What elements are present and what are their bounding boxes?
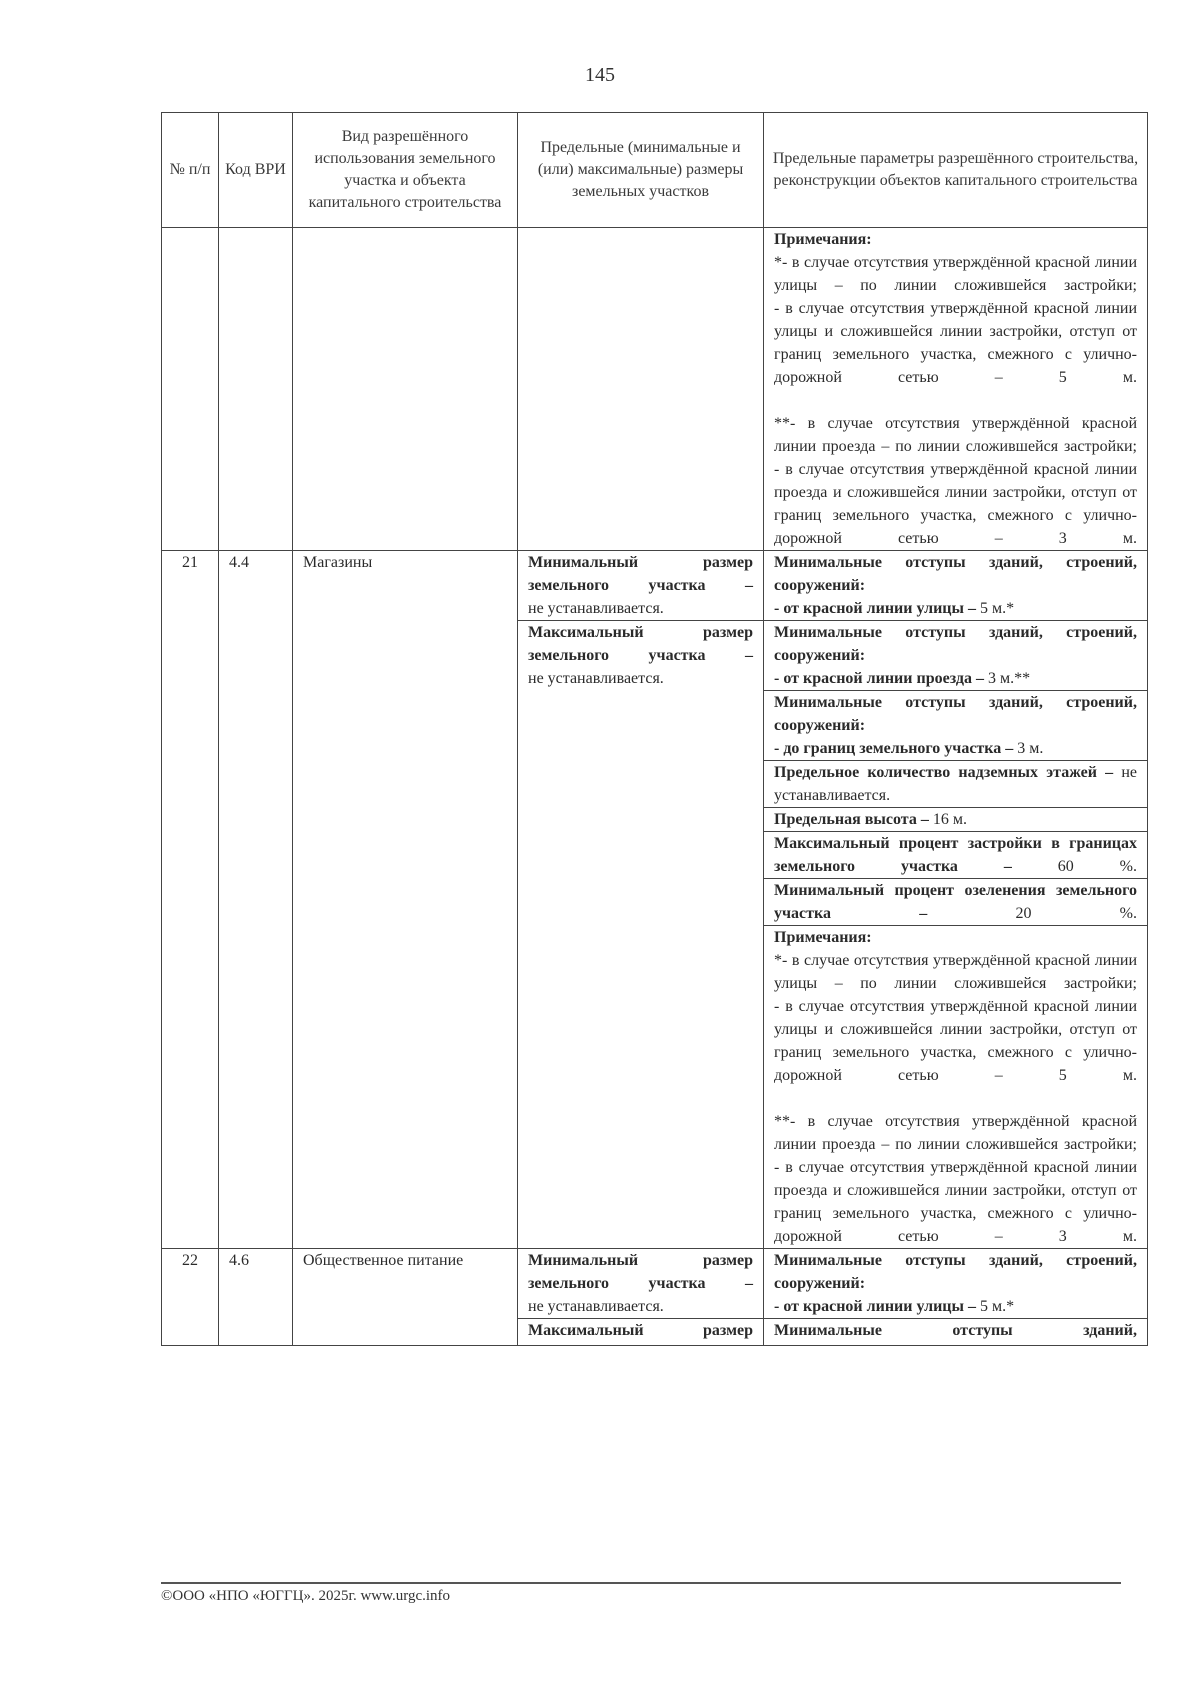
notes-cell [764, 926, 1148, 1249]
row-num: 21 [162, 551, 219, 1249]
coverage-title: Максимальный процент застройки в границах земельного участка – [774, 835, 1137, 875]
floors-value: не устанавливается. [774, 764, 1137, 804]
regulations-table [161, 112, 1148, 1346]
note-drive-1: **- в случае отсутствия утверждённой красной линии проезда – по линии сложившейся застройки; [774, 1113, 1137, 1153]
floors-cell [764, 761, 1148, 808]
row-use: Общественное питание [293, 1249, 518, 1346]
min-size-cell [518, 551, 764, 621]
min-size-value: не устанавливается. [528, 1298, 664, 1315]
setback-drive-value: 3 м.** [987, 670, 1031, 687]
setback-street-cell [764, 1249, 1148, 1319]
page-number: 145 [585, 64, 615, 86]
row-code: 4.6 [219, 1249, 293, 1346]
notes-title: Примечания: [774, 231, 872, 248]
setback-cell-cut [764, 1319, 1148, 1346]
height-cell [764, 808, 1148, 832]
setback-border-label: - до границ земельного участка – [774, 740, 1018, 757]
note-street-1: *- в случае отсутствия утверждённой красной линии улицы – по линии сложившейся застройки; [774, 952, 1137, 992]
setback-border-value: 3 м. [1017, 740, 1044, 757]
setback-street-label: - от красной линии улицы – [774, 600, 980, 617]
table-row [162, 551, 1148, 621]
table-header-row [162, 113, 1148, 228]
note-street-2: - в случае отсутствия утверждённой красной линии улицы и сложившейся линии застройки, отступ от границ земельного участка, смежного с улично-дорожной сетью – 5 м. [774, 998, 1137, 1084]
setback-title: Минимальные отступы зданий, строений, сооружений: [774, 1252, 1137, 1292]
header-code: Код ВРИ [219, 113, 293, 228]
header-use: Вид разрешённого использования земельного участка и объекта капитального строительства [293, 113, 518, 228]
height-value: 16 м. [932, 811, 967, 828]
header-params: Предельные параметры разрешённого строительства, реконструкции объектов капитального строительства [764, 113, 1148, 228]
setback-street-label: - от красной линии улицы – [774, 1298, 980, 1315]
min-size-value: не устанавливается. [528, 600, 664, 617]
footer-copyright: ©ООО «НПО «ЮГГЦ». 2025г. www.urgc.info [161, 1588, 451, 1604]
note-drive-2: - в случае отсутствия утверждённой красной линии проезда и сложившейся линии застройки, отступ от границ земельного участка, смежного с улично-дорожной сетью – 3 м. [774, 461, 1137, 547]
height-title: Предельная высота – [774, 811, 933, 828]
min-size-title: Минимальный размер земельного участка – [528, 1252, 753, 1292]
row-use: Магазины [293, 551, 518, 1249]
header-size: Предельные (минимальные и (или) максимальные) размеры земельных участков [518, 113, 764, 228]
note-drive-1: **- в случае отсутствия утверждённой красной линии проезда – по линии сложившейся застройки; [774, 415, 1137, 455]
max-size-value: не устанавливается. [528, 670, 664, 687]
floors-title: Предельное количество надземных этажей – [774, 764, 1122, 781]
notes-title: Примечания: [774, 929, 872, 946]
setback-drive-label: - от красной линии проезда – [774, 670, 988, 687]
note-drive-2: - в случае отсутствия утверждённой красной линии проезда и сложившейся линии застройки, отступ от границ земельного участка, смежного с улично-дорожной сетью – 3 м. [774, 1159, 1137, 1245]
min-size-cell [518, 1249, 764, 1319]
row-code: 4.4 [219, 551, 293, 1249]
row-num: 22 [162, 1249, 219, 1346]
greening-title: Минимальный процент озеленения земельного участка – [774, 882, 1137, 922]
table-row-continuation [162, 228, 1148, 551]
setback-title: Минимальные отступы зданий, строений, сооружений: [774, 694, 1137, 734]
table-row [162, 1249, 1148, 1319]
note-street-1: *- в случае отсутствия утверждённой красной линии улицы – по линии сложившейся застройки; [774, 254, 1137, 294]
setback-street-value: 5 м.* [980, 600, 1015, 617]
max-size-cell [518, 1319, 764, 1346]
coverage-value: 60 %. [1057, 858, 1138, 875]
setback-border-cell [764, 691, 1148, 761]
setback-title: Минимальные отступы зданий, строений, сооружений: [774, 624, 1137, 664]
footer-divider [161, 1582, 1121, 1584]
setback-street-value: 5 м.* [980, 1298, 1015, 1315]
note-street-2: - в случае отсутствия утверждённой красной линии улицы и сложившейся линии застройки, отступ от границ земельного участка, смежного с улично-дорожной сетью – 5 м. [774, 300, 1137, 386]
max-size-title: Максимальный размер земельного участка – [528, 624, 753, 664]
setback-title-cut: Минимальные отступы зданий, [774, 1322, 1137, 1339]
max-size-title-cut: Максимальный размер [528, 1322, 753, 1339]
notes-cell [764, 228, 1148, 551]
setback-street-cell [764, 551, 1148, 621]
max-size-cell [518, 621, 764, 1249]
greening-value: 20 %. [1015, 905, 1137, 922]
setback-title: Минимальные отступы зданий, строений, сооружений: [774, 554, 1137, 594]
header-num: № п/п [162, 113, 219, 228]
coverage-cell [764, 832, 1148, 879]
setback-drive-cell [764, 621, 1148, 691]
min-size-title: Минимальный размер земельного участка – [528, 554, 753, 594]
greening-cell [764, 879, 1148, 926]
